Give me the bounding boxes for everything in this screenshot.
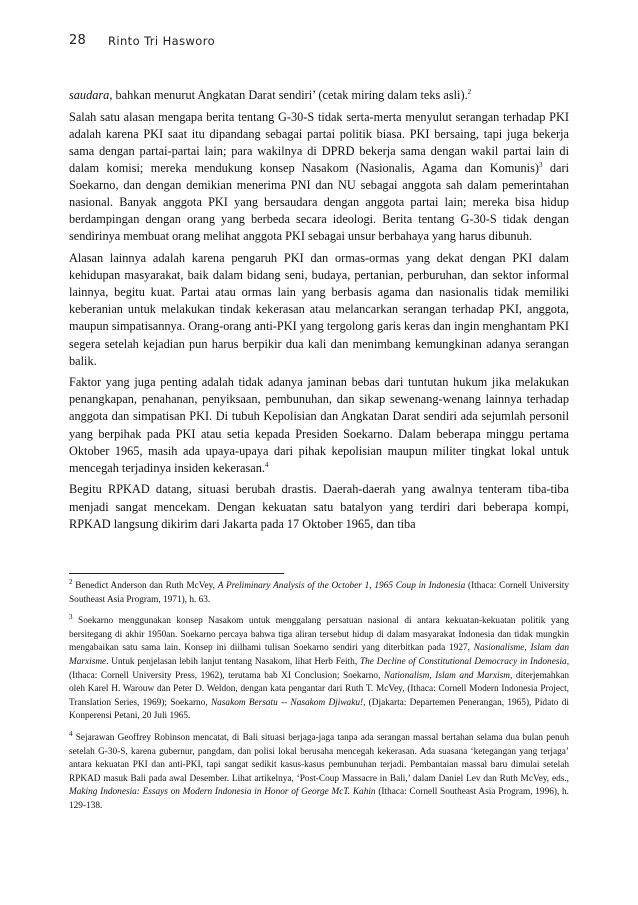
footnote-4-number: 4 xyxy=(69,729,73,738)
footnotes xyxy=(69,577,570,822)
footnote-3-text-d: , diterjemahkan oleh Karel H. Warouw dan Peter D. Weldon, dengan kata pengantar dari Ruth T. McVey, (Ithaca: Cornell Modern Indonesia Project, Translation Series, 1969); Soekarno, xyxy=(69,670,569,708)
paragraph-2-text-b: dari Soekarno, dan dengan demikian menerima PNI dan NU sebagai anggota sah dalam pemerintahan nasional. Banyak anggota PKI yang bersaudara dengan anggota partai lain; mereka bisa hidup berdampingan dengan orang yang berbeda secara ideologi. Berita tentang G-30-S tidak dengan sendirinya membuat orang melihat anggota PKI sebagai unsur berbahaya yang harus dibunuh. xyxy=(69,160,569,244)
footnote-4 xyxy=(69,729,569,814)
paragraph-5: Begitu RPKAD datang, situasi berubah drastis. Daerah-daerah yang awalnya tenteram tiba-tiba menjadi sangat mencekam. Dengan kekuatan satu batalyon yang terdiri dari beberapa kompi, RPKAD langsung dikirim dari Jakarta pada 17 Oktober 1965, dan tiba xyxy=(69,482,569,531)
page-number: 28 xyxy=(69,33,86,48)
footnote-2-title: A Preliminary Analysis of the October 1, 1965 Coup in Indonesia xyxy=(217,581,466,591)
running-head-author: Rinto Tri Hasworo xyxy=(108,34,216,48)
footnote-3-title-1: Nasionalisme, Islam dan Marxisme xyxy=(69,643,569,667)
footnote-ref-4[interactable]: 4 xyxy=(264,460,269,469)
paragraph-1 xyxy=(69,87,569,104)
paragraph-4-text: Faktor yang juga penting adalah tidak adanya jaminan bebas dari tuntutan hukum jika melakukan penangkapan, penahanan, penyiksaan, pembunuhan, dan sikap sewenang-wenang lainnya terhadap anggota dan simpatisan PKI. Di tubuh Kepolisian dan Angkatan Darat sendiri ada sejumlah personil yang berpihak pada PKI atau setia kepada Presiden Soekarno. Dalam beberapa minggu pertama Oktober 1965, masih ada upaya-upaya dari pihak kepolisian maupun militer tingkat lokal untuk mencegah terjadinya insiden kekerasan. xyxy=(69,375,569,475)
footnote-3-text-c: , (Ithaca: Cornell University Press, 1962), terutama bab XI Conclusion; Soekarno, xyxy=(69,656,570,681)
body-text xyxy=(69,87,569,537)
paragraph-2-text-a: Salah satu alasan mengapa berita tentang G-30-S tidak serta-merta menyulut serangan terhadap PKI adalah karena PKI saat itu dipandang sebagai partai politik biasa. PKI bersaing, tapi juga bekerja sama dengan partai-partai lain; para wakilnya di DPRD bekerja sama dengan wakil partai lain di dalam komisi; mereka mendukung konsep Nasakom (Nasionalis, Agama dan Komunis) xyxy=(69,109,569,175)
footnote-3-number: 3 xyxy=(69,613,73,622)
footnote-2-citation: (Ithaca: Cornell University Southeast Asia Program, 1971), h. 63. xyxy=(69,581,569,605)
footnote-3-title-2: The Decline of Constitutional Democracy in Indonesia xyxy=(359,656,567,667)
paragraph-3: Alasan lainnya adalah karena pengaruh PKI dan ormas-ormas yang dekat dengan PKI dalam kehidupan masyarakat, baik dalam bidang seni, budaya, pertanian, perburuhan, dan sektor informal lainnya, begitu kuat. Partai atau ormas lain yang berbasis agama dan nasionalis tidak memiliki keberanian untuk melakukan tindak kekerasan atau melancarkan serangan terhadap PKI, anggota, maupun simpatisannya. Orang-orang anti-PKI yang tergolong garis keras dan ingin menghantam PKI segera setelah kejadian pun harus berpikir dua kali dan menimbang kemungkinan adanya serangan balik. xyxy=(69,251,569,368)
footnote-separator xyxy=(69,573,284,574)
footnote-4-citation: (Ithaca: Cornell Southeast Asia Program, 1996), h. 129-138. xyxy=(69,787,569,811)
footnote-3-title-3: Nationalism, Islam and Marxism xyxy=(383,670,510,681)
footnote-3-title-4: Nasakom Bersatu -- Nasakom Djiwaku! xyxy=(210,697,364,708)
footnote-3-text-a: Soekarno menggunakan konsep Nasakom untuk menggalang persatuan nasional di antara kekuatan-kekuatan politik yang bersitegang di akhir 1950an. Soekarno percaya bahwa tiga aliran tersebut hidup di dalam masyarakat Indonesia dan tidak mungkin mengabaikan satu sama lain. Konsep ini diilhami tulisan Soekarno sendiri yang diterbitkan pada 1927, xyxy=(69,616,569,654)
footnote-ref-3[interactable]: 3 xyxy=(538,160,543,169)
paragraph-2 xyxy=(69,109,569,246)
footnote-2 xyxy=(69,577,569,607)
footnote-2-text: Benedict Anderson dan Ruth McVey, xyxy=(72,581,218,591)
footnote-3 xyxy=(69,615,569,724)
paragraph-4 xyxy=(69,374,569,477)
footnote-4-title: Making Indonesia: Essays on Modern Indonesia in Honor of George McT. Kahin xyxy=(69,787,376,798)
footnote-3-text-b: . Untuk penjelasan lebih lanjut tentang Nasakom, lihat Herb Feith, xyxy=(106,656,360,667)
paragraph-1-text: , bahkan menurut Angkatan Darat sendiri’ (cetak miring dalam teks asli). xyxy=(109,88,468,102)
footnote-4-text: Sejarawan Geoffrey Robinson mencatat, di Bali situasi berjaga-jaga tanpa ada serangan massal bertahan selama dua bulan penuh setelah G-30-S, karena gubernur, pangdam, dan polisi lokal berusaha mencegah kekerasan. Ada suasana ‘ketegangan yang terjaga’ antara kekuatan PKI dan anti-PKI, tapi sangat sedikit kasus-kasus pembunuhan terjadi. Pembantaian massal baru dimulai setelah RPKAD masuk Bali pada awal Desember. Lihat artikelnya, ‘Post-Coup Massacre in Bali,’ dalam Daniel Lev dan Ruth McVey, eds., xyxy=(69,732,569,784)
footnote-ref-2[interactable]: 2 xyxy=(467,87,472,96)
footnote-3-text-e: , (Djakarta: Departemen Penerangan, 1965), Pidato di Konperensi Petani, 20 Juli 1965. xyxy=(69,697,569,722)
footnote-2-number: 2 xyxy=(69,577,73,586)
italic-word: saudara xyxy=(69,88,110,102)
page-header xyxy=(69,33,569,53)
